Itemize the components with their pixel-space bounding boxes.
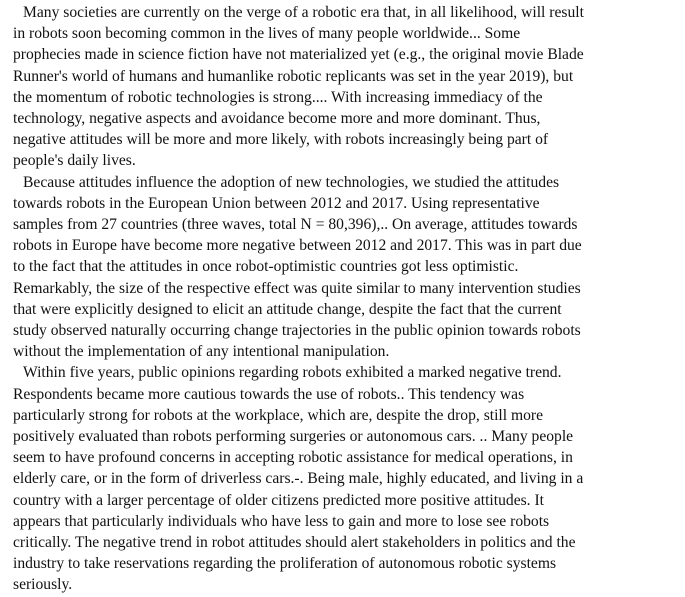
text-line: negative attitudes will be more and more likely, with robots increasingly being part of [13, 131, 549, 149]
text-line: positively evaluated than robots performing surgeries or autonomous cars. .. Many people [13, 428, 574, 446]
text-line: Runner's world of humans and humanlike robotic replicants was set in the year 2019), but [13, 67, 574, 85]
text-line: study observed naturally occurring change trajectories in the public opinion towards robots [13, 322, 581, 340]
text-line: the momentum of robotic technologies is strong.... With increasing immediacy of the [13, 88, 543, 106]
text-line: country with a larger percentage of older citizens predicted more positive attitudes. It [13, 491, 545, 509]
text-line: in robots soon becoming common in the lives of many people worldwide... Some [13, 25, 521, 43]
text-line: appears that particularly individuals who have less to gain and more to lose see robots [13, 512, 550, 530]
text-line: prophecies made in science fiction have not materialized yet (e.g., the original movie Blade [13, 46, 584, 64]
text-line: towards robots in the European Union between 2012 and 2017. Using representative [13, 194, 540, 212]
text-line: seem to have profound concerns in accepting robotic assistance for medical operations, in [13, 449, 573, 467]
text-line: Because attitudes influence the adoption of new technologies, we studied the attitudes [23, 173, 560, 191]
text-line: robots in Europe have become more negative between 2012 and 2017. This was in part due [13, 237, 582, 255]
paragraph-3 [3, 362, 682, 595]
text-line: people's daily lives. [13, 152, 136, 170]
text-line: samples from 27 countries (three waves, total N = 80,396),.. On average, attitudes towards [13, 216, 578, 234]
paragraph-2 [3, 172, 682, 363]
text-line: Remarkably, the size of the respective effect was quite similar to many intervention studies [13, 279, 581, 297]
text-line: to the fact that the attitudes in once robot-optimistic countries got less optimistic. [13, 258, 519, 276]
text-line: without the implementation of any intentional manipulation. [13, 343, 390, 361]
text-line: critically. The negative trend in robot attitudes should alert stakeholders in politics and the [13, 534, 576, 552]
text-line: that were explicitly designed to elicit an attitude change, despite the fact that the current [13, 300, 562, 318]
text-line: Respondents became more cautious towards the use of robots.. This tendency was [13, 385, 525, 403]
text-line: industry to take reservations regarding the proliferation of autonomous robotic systems [13, 555, 557, 573]
text-line: particularly strong for robots at the workplace, which are, despite the drop, still more [13, 406, 544, 424]
text-line: elderly care, or in the form of driverless cars.-. Being male, highly educated, and living in a [13, 470, 584, 488]
text-line: seriously. [13, 576, 73, 594]
paragraph-1 [3, 2, 682, 172]
text-line: Many societies are currently on the verge of a robotic era that, in all likelihood, will result [23, 4, 584, 21]
text-line: Within five years, public opinions regarding robots exhibited a marked negative trend. [23, 364, 562, 382]
text-line: technology, negative aspects and avoidance become more and more dominant. Thus, [13, 110, 541, 128]
